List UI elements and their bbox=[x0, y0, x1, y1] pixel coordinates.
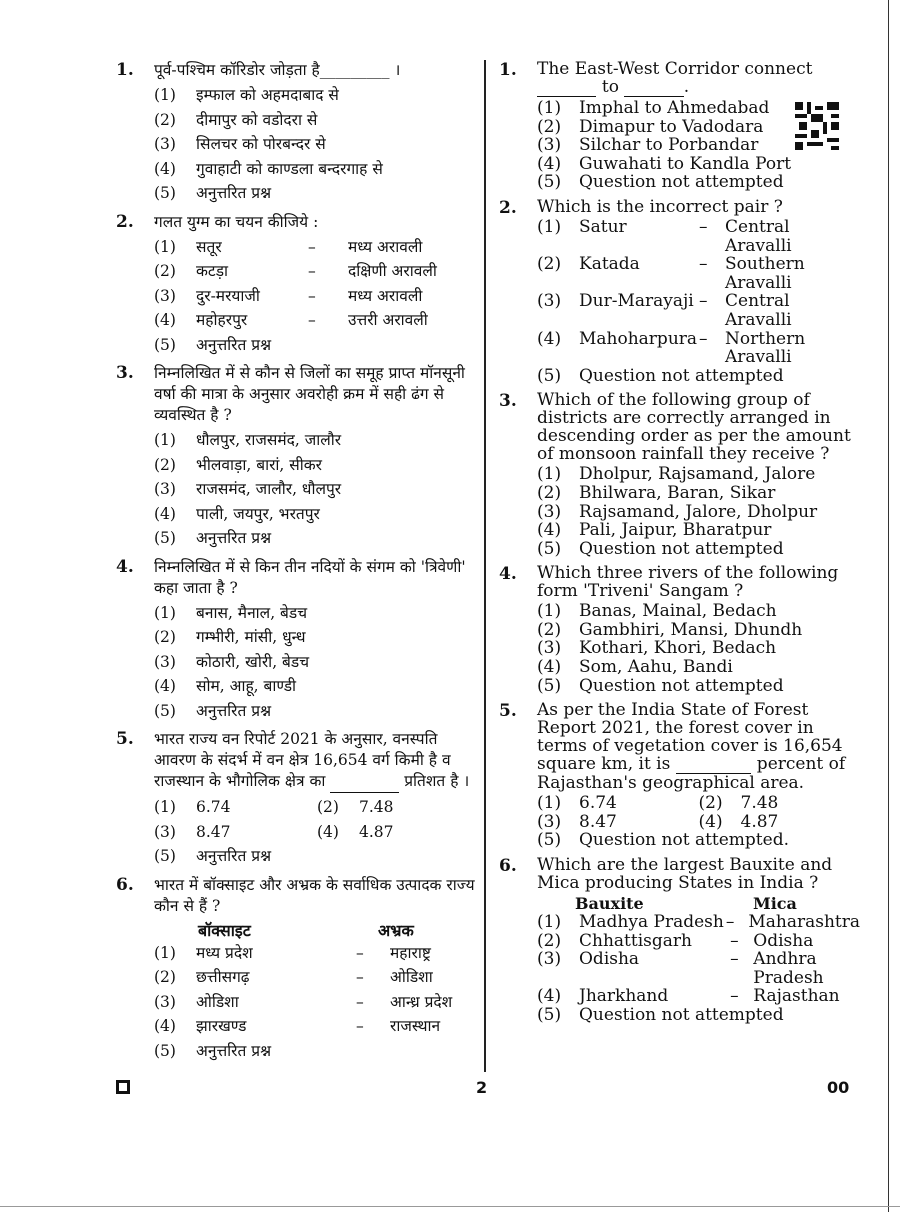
answer-option bbox=[154, 83, 480, 108]
answer-option bbox=[154, 1039, 480, 1064]
mica-state: आन्ध्र प्रदेश bbox=[390, 992, 453, 1011]
option-number: (1) bbox=[154, 798, 176, 816]
option-number: (1) bbox=[537, 601, 562, 622]
question-3 bbox=[495, 391, 860, 558]
answer-option bbox=[154, 477, 480, 502]
question-text: भारत में बॉक्साइट और अभ्रक के सर्वाधिक उत्पादक राज्य कौन से हैं ? bbox=[154, 875, 475, 915]
option-text: Question not attempted bbox=[579, 1005, 784, 1025]
option-text: Imphal to Ahmedabad bbox=[579, 98, 770, 118]
mica-state: राजस्थान bbox=[390, 1017, 441, 1035]
mica-state: Rajasthan bbox=[753, 986, 840, 1007]
question-number: 6. bbox=[116, 874, 134, 895]
question-number: 4. bbox=[499, 564, 517, 585]
pair-place: महोहरपुर bbox=[196, 311, 248, 329]
answer-option bbox=[154, 674, 480, 699]
answer-option bbox=[154, 820, 317, 845]
option-text: 8.47 bbox=[579, 811, 617, 832]
option-number: (3) bbox=[537, 949, 562, 970]
option-text: Silchar to Porbandar bbox=[579, 135, 759, 156]
answer-option bbox=[537, 540, 860, 559]
option-number: (5) bbox=[537, 830, 562, 851]
bauxite-state: Jharkhand bbox=[579, 986, 669, 1007]
options-grid bbox=[537, 794, 860, 831]
option-text: Rajsamand, Jalore, Dholpur bbox=[579, 501, 818, 522]
row-dash: – bbox=[356, 1017, 364, 1035]
question-text: भारत राज्य वन रिपोर्ट 2021 के अनुसार, वनस्पति आवरण के संदर्भ में वन क्षेत्र 16,654 वर्ग किमी है व राजस्थान के भौगोलिक क्षेत्र का प्रतिशत है । bbox=[154, 729, 480, 793]
option-number: (3) bbox=[537, 638, 562, 659]
pair-place: दुर-मरयाजी bbox=[196, 286, 260, 305]
question-text: Which are the largest Bauxite and Mica producing States in India ? bbox=[537, 855, 833, 894]
answer-option bbox=[154, 795, 317, 820]
pair-region: मध्य अरावली bbox=[348, 237, 423, 256]
column-head-mica: Mica bbox=[753, 894, 797, 914]
option-number: (2) bbox=[537, 619, 562, 640]
option-text: Question not attempted bbox=[579, 365, 784, 386]
option-number: (4) bbox=[154, 677, 176, 695]
answer-option bbox=[537, 484, 860, 503]
answer-option bbox=[154, 844, 480, 869]
row-dash: – bbox=[356, 992, 364, 1011]
option-number: (5) bbox=[537, 675, 562, 696]
row-dash: – bbox=[730, 986, 739, 1007]
pair-option bbox=[154, 235, 480, 260]
answer-option bbox=[537, 813, 699, 832]
question-text: The East-West Corridor connect to . bbox=[537, 59, 813, 97]
row-dash: – bbox=[725, 912, 735, 933]
option-number: (5) bbox=[537, 538, 562, 559]
question-number: 3. bbox=[116, 363, 134, 383]
pair-place: Mahoharpura bbox=[579, 328, 698, 349]
answer-option bbox=[537, 658, 860, 677]
option-text: अनुत्तरित प्रश्न bbox=[196, 1041, 272, 1060]
bauxite-state: ओडिशा bbox=[196, 992, 239, 1011]
question-2 bbox=[495, 198, 860, 385]
row-dash: – bbox=[730, 949, 739, 970]
option-number: (2) bbox=[537, 254, 562, 275]
mica-state: Maharashtra bbox=[748, 912, 860, 933]
table-header bbox=[537, 894, 860, 913]
option-text: सोम, आहू, बाण्डी bbox=[196, 677, 297, 695]
question-number: 1. bbox=[116, 60, 134, 80]
table-option bbox=[154, 941, 480, 966]
option-number: (2) bbox=[154, 968, 176, 986]
pair-place: Katada bbox=[579, 254, 640, 275]
answer-option bbox=[154, 650, 480, 675]
answer-option bbox=[537, 521, 860, 540]
table-option bbox=[154, 990, 480, 1015]
mica-state: ओडिशा bbox=[390, 968, 433, 986]
row-dash: – bbox=[356, 968, 364, 986]
option-text: अनुत्तरित प्रश्न bbox=[196, 847, 272, 865]
option-number: (4) bbox=[154, 504, 176, 523]
pair-dash: – bbox=[308, 311, 316, 329]
option-text: दीमापुर को वडोदरा से bbox=[196, 110, 318, 129]
option-number: (2) bbox=[154, 455, 176, 474]
pair-region: Central Aravalli bbox=[725, 216, 792, 256]
option-number: (3) bbox=[537, 501, 562, 522]
answer-option bbox=[317, 820, 480, 845]
option-number: (5) bbox=[154, 701, 176, 720]
table-option bbox=[537, 987, 860, 1006]
option-number: (3) bbox=[154, 286, 176, 305]
option-text: Gambhiri, Mansi, Dhundh bbox=[579, 619, 803, 640]
option-number: (2) bbox=[537, 482, 562, 503]
option-number: (3) bbox=[537, 811, 562, 832]
options-list bbox=[154, 235, 480, 358]
footer-square-mark bbox=[116, 1080, 130, 1094]
option-text: Dimapur to Vadodara bbox=[579, 116, 764, 137]
question-number: 3. bbox=[499, 391, 517, 412]
option-text: गम्भीरी, मांसी, धुन्ध bbox=[196, 628, 306, 646]
answer-blank bbox=[330, 771, 399, 793]
answer-option bbox=[154, 453, 480, 478]
option-number: (3) bbox=[154, 652, 176, 671]
row-dash: – bbox=[730, 930, 739, 951]
mica-state: Andhra Pradesh bbox=[753, 949, 824, 988]
option-number: (1) bbox=[154, 86, 176, 104]
option-text: 6.74 bbox=[579, 793, 617, 814]
answer-option bbox=[154, 181, 480, 206]
option-number: (3) bbox=[537, 135, 562, 156]
question-6 bbox=[495, 856, 860, 1025]
answer-option bbox=[154, 333, 480, 358]
bauxite-state: Odisha bbox=[579, 949, 640, 970]
pair-dash: – bbox=[308, 237, 316, 256]
option-text: 7.48 bbox=[740, 793, 779, 814]
table-option bbox=[154, 965, 480, 990]
option-number: (4) bbox=[537, 657, 562, 678]
option-number: (5) bbox=[537, 1005, 562, 1025]
option-number: (3) bbox=[154, 992, 176, 1011]
question-5 bbox=[495, 701, 860, 850]
pair-option bbox=[537, 292, 860, 329]
option-number: (1) bbox=[537, 912, 562, 933]
answer-option bbox=[537, 465, 860, 484]
answer-option bbox=[154, 699, 480, 724]
option-number: (5) bbox=[154, 1041, 176, 1060]
column-head-mica: अभ्रक bbox=[378, 920, 414, 940]
answer-option bbox=[154, 625, 480, 650]
pair-dash: – bbox=[699, 291, 708, 312]
pair-option bbox=[537, 255, 860, 292]
options-list bbox=[154, 795, 480, 869]
pair-region: Central Aravalli bbox=[725, 291, 792, 330]
bottom-edge-line bbox=[0, 1206, 900, 1207]
question-2 bbox=[112, 212, 480, 358]
option-number: (4) bbox=[537, 153, 562, 174]
option-number: (5) bbox=[154, 847, 176, 865]
question-text: Which of the following group of districts are correctly arranged in descending order as per the amount of monsoon rainfall they receive ? bbox=[537, 390, 851, 465]
question-number: 5. bbox=[499, 701, 517, 722]
option-number: (3) bbox=[154, 480, 176, 498]
question-text: As per the India State of Forest Report 2021, the forest cover in terms of vegetation cover is 16,654 square km, it is percent of Rajasthan's geographical area. bbox=[537, 700, 846, 794]
answer-option bbox=[154, 601, 480, 626]
bauxite-state: मध्य प्रदेश bbox=[196, 943, 253, 962]
answer-option bbox=[537, 1006, 860, 1025]
answer-option bbox=[699, 813, 861, 832]
bauxite-state: Madhya Pradesh bbox=[579, 912, 724, 933]
question-4 bbox=[112, 557, 480, 724]
answer-option bbox=[154, 108, 480, 133]
options-list bbox=[154, 919, 480, 1064]
option-text: अनुत्तरित प्रश्न bbox=[196, 184, 272, 202]
options-list bbox=[537, 218, 860, 385]
option-number: (2) bbox=[537, 116, 562, 137]
option-number: (1) bbox=[154, 431, 176, 449]
option-number: (2) bbox=[698, 793, 723, 814]
option-number: (5) bbox=[537, 172, 562, 193]
option-text: Question not attempted bbox=[579, 538, 784, 559]
option-number: (1) bbox=[154, 237, 176, 256]
pair-place: Dur-Marayaji bbox=[579, 291, 694, 312]
hindi-column bbox=[112, 60, 480, 1069]
answer-option bbox=[537, 639, 860, 658]
table-header bbox=[154, 919, 480, 941]
pair-place: कटड़ा bbox=[196, 262, 229, 280]
answer-option bbox=[154, 157, 480, 182]
question-4 bbox=[495, 564, 860, 695]
option-number: (1) bbox=[537, 793, 562, 814]
mica-state: महाराष्ट्र bbox=[390, 943, 431, 962]
column-head-bauxite: बॉक्साइट bbox=[198, 920, 251, 940]
option-text: 4.87 bbox=[359, 822, 394, 841]
option-number: (1) bbox=[154, 943, 176, 962]
option-number: (2) bbox=[317, 798, 339, 816]
pair-region: मध्य अरावली bbox=[348, 286, 423, 305]
question-number: 1. bbox=[499, 60, 517, 80]
option-text: 7.48 bbox=[359, 798, 394, 816]
options-grid bbox=[154, 795, 480, 844]
options-list bbox=[537, 794, 860, 850]
answer-blank bbox=[624, 78, 683, 97]
bauxite-state: छत्तीसगढ़ bbox=[196, 968, 250, 986]
question-5 bbox=[112, 729, 480, 869]
option-number: (4) bbox=[537, 520, 562, 541]
column-head-bauxite: Bauxite bbox=[575, 894, 644, 914]
question-text: Which three rivers of the following form 'Triveni' Sangam ? bbox=[537, 563, 839, 602]
booklet-code: 00 bbox=[827, 1078, 850, 1097]
pair-option bbox=[537, 218, 860, 255]
question-number: 5. bbox=[116, 729, 134, 749]
option-text: Question not attempted. bbox=[579, 830, 789, 851]
question-text: निम्नलिखित में से किन तीन नदियों के संगम को 'त्रिवेणी' कहा जाता है ? bbox=[154, 557, 466, 597]
answer-blank bbox=[537, 78, 596, 97]
option-text: अनुत्तरित प्रश्न bbox=[196, 335, 272, 354]
option-number: (4) bbox=[154, 159, 176, 178]
table-option bbox=[154, 1014, 480, 1039]
option-number: (5) bbox=[154, 184, 176, 202]
option-text: गुवाहाटी को काण्डला बन्दरगाह से bbox=[196, 159, 383, 178]
option-text: Guwahati to Kandla Port bbox=[579, 153, 792, 174]
pair-dash: – bbox=[699, 328, 708, 349]
pair-dash: – bbox=[308, 262, 316, 280]
answer-option bbox=[537, 794, 699, 813]
question-text: Which is the incorrect pair ? bbox=[537, 196, 783, 217]
option-number: (4) bbox=[317, 822, 339, 841]
pair-option bbox=[154, 259, 480, 284]
options-list bbox=[154, 601, 480, 724]
option-number: (4) bbox=[154, 1017, 176, 1035]
qr-code-icon bbox=[795, 102, 839, 150]
option-text: अनुत्तरित प्रश्न bbox=[196, 701, 272, 720]
option-number: (1) bbox=[154, 603, 176, 622]
option-number: (3) bbox=[154, 822, 176, 841]
option-text: कोठारी, खोरी, बेडच bbox=[196, 652, 310, 671]
option-text: राजसमंद, जालौर, धौलपुर bbox=[196, 480, 342, 498]
option-number: (2) bbox=[154, 262, 176, 280]
question-number: 2. bbox=[499, 197, 517, 218]
option-text: 8.47 bbox=[196, 822, 231, 841]
right-edge-line bbox=[888, 0, 889, 1212]
answer-option bbox=[537, 677, 860, 696]
option-text: Kothari, Khori, Bedach bbox=[579, 638, 777, 659]
option-number: (5) bbox=[537, 365, 562, 386]
pair-dash: – bbox=[699, 216, 708, 237]
option-number: (5) bbox=[154, 335, 176, 354]
question-number: 4. bbox=[116, 556, 134, 577]
option-text: Bhilwara, Baran, Sikar bbox=[579, 482, 776, 503]
answer-option bbox=[154, 132, 480, 157]
pair-region: दक्षिणी अरावली bbox=[348, 262, 437, 280]
pair-region: Southern Aravalli bbox=[725, 254, 805, 293]
option-number: (4) bbox=[154, 311, 176, 329]
option-text: धौलपुर, राजसमंद, जालौर bbox=[196, 431, 342, 449]
option-number: (1) bbox=[537, 216, 562, 237]
question-text: गलत युग्म का चयन कीजिये : bbox=[154, 212, 319, 231]
option-number: (2) bbox=[154, 628, 176, 646]
mica-state: Odisha bbox=[753, 930, 814, 951]
option-number: (2) bbox=[537, 930, 562, 951]
question-6 bbox=[112, 875, 480, 1064]
option-number: (4) bbox=[537, 328, 562, 349]
option-text: 6.74 bbox=[196, 798, 231, 816]
bauxite-state: Chhattisgarh bbox=[579, 930, 692, 951]
option-text: 4.87 bbox=[740, 811, 779, 832]
option-number: (4) bbox=[537, 986, 562, 1007]
answer-option bbox=[154, 502, 480, 527]
question-3 bbox=[112, 363, 480, 551]
pair-option bbox=[154, 308, 480, 333]
answer-option bbox=[537, 367, 860, 386]
option-text: Dholpur, Rajsamand, Jalore bbox=[579, 464, 816, 485]
options-list bbox=[537, 465, 860, 558]
option-number: (3) bbox=[537, 291, 562, 312]
answer-blank bbox=[676, 755, 752, 774]
answer-option bbox=[154, 428, 480, 453]
pair-region: Northern Aravalli bbox=[725, 328, 806, 368]
option-number: (4) bbox=[698, 811, 723, 832]
row-dash: – bbox=[356, 943, 364, 962]
pair-place: सतूर bbox=[196, 237, 222, 256]
option-text: Som, Aahu, Bandi bbox=[579, 657, 733, 678]
option-number: (2) bbox=[154, 110, 176, 129]
option-text: Pali, Jaipur, Bharatpur bbox=[579, 520, 772, 541]
question-number: 6. bbox=[499, 856, 517, 877]
option-number: (1) bbox=[537, 98, 562, 118]
answer-option bbox=[537, 155, 860, 174]
answer-option bbox=[537, 173, 860, 192]
option-text: Banas, Mainal, Bedach bbox=[579, 601, 777, 622]
question-text: पूर्व-पश्चिम कॉरिडोर जोड़ता है_________ । bbox=[154, 61, 401, 79]
option-text: Question not attempted bbox=[579, 172, 784, 193]
option-text: भीलवाड़ा, बारां, सीकर bbox=[196, 455, 323, 474]
table-option bbox=[537, 932, 860, 951]
options-list bbox=[537, 894, 860, 1025]
answer-option bbox=[317, 795, 480, 820]
table-option bbox=[537, 950, 860, 987]
pair-place: Satur bbox=[579, 216, 627, 237]
bauxite-state: झारखण्ड bbox=[196, 1017, 247, 1035]
table-option bbox=[537, 913, 860, 932]
option-text: इम्फाल को अहमदाबाद से bbox=[196, 86, 339, 104]
option-text: Question not attempted bbox=[579, 675, 784, 696]
answer-option bbox=[537, 503, 860, 522]
english-column bbox=[495, 60, 860, 1031]
option-text: सिलचर को पोरबन्दर से bbox=[196, 135, 326, 153]
page-number: 2 bbox=[476, 1078, 488, 1097]
option-number: (1) bbox=[537, 464, 562, 485]
options-list bbox=[537, 602, 860, 695]
answer-option bbox=[537, 831, 860, 850]
pair-dash: – bbox=[308, 286, 316, 305]
options-list bbox=[154, 83, 480, 206]
pair-region: उत्तरी अरावली bbox=[348, 311, 428, 329]
pair-option bbox=[154, 284, 480, 309]
answer-option bbox=[537, 621, 860, 640]
question-number: 2. bbox=[116, 211, 134, 232]
question-text: निम्नलिखित में से कौन से जिलों का समूह प्राप्त मॉनसूनी वर्षा की मात्रा के अनुसार अवरोही क्रम में सही ढंग से व्यवस्थित है ? bbox=[154, 364, 465, 424]
options-list bbox=[154, 428, 480, 551]
pair-dash: – bbox=[699, 254, 708, 275]
option-number: (3) bbox=[154, 135, 176, 153]
option-number: (5) bbox=[154, 529, 176, 547]
answer-option bbox=[154, 526, 480, 551]
option-text: अनुत्तरित प्रश्न bbox=[196, 529, 272, 547]
answer-option bbox=[537, 602, 860, 621]
column-divider bbox=[484, 60, 486, 1072]
pair-option bbox=[537, 330, 860, 367]
option-text: पाली, जयपुर, भरतपुर bbox=[196, 504, 320, 523]
option-text: बनास, मैनाल, बेडच bbox=[196, 603, 308, 622]
answer-option bbox=[699, 794, 861, 813]
question-1 bbox=[112, 60, 480, 206]
